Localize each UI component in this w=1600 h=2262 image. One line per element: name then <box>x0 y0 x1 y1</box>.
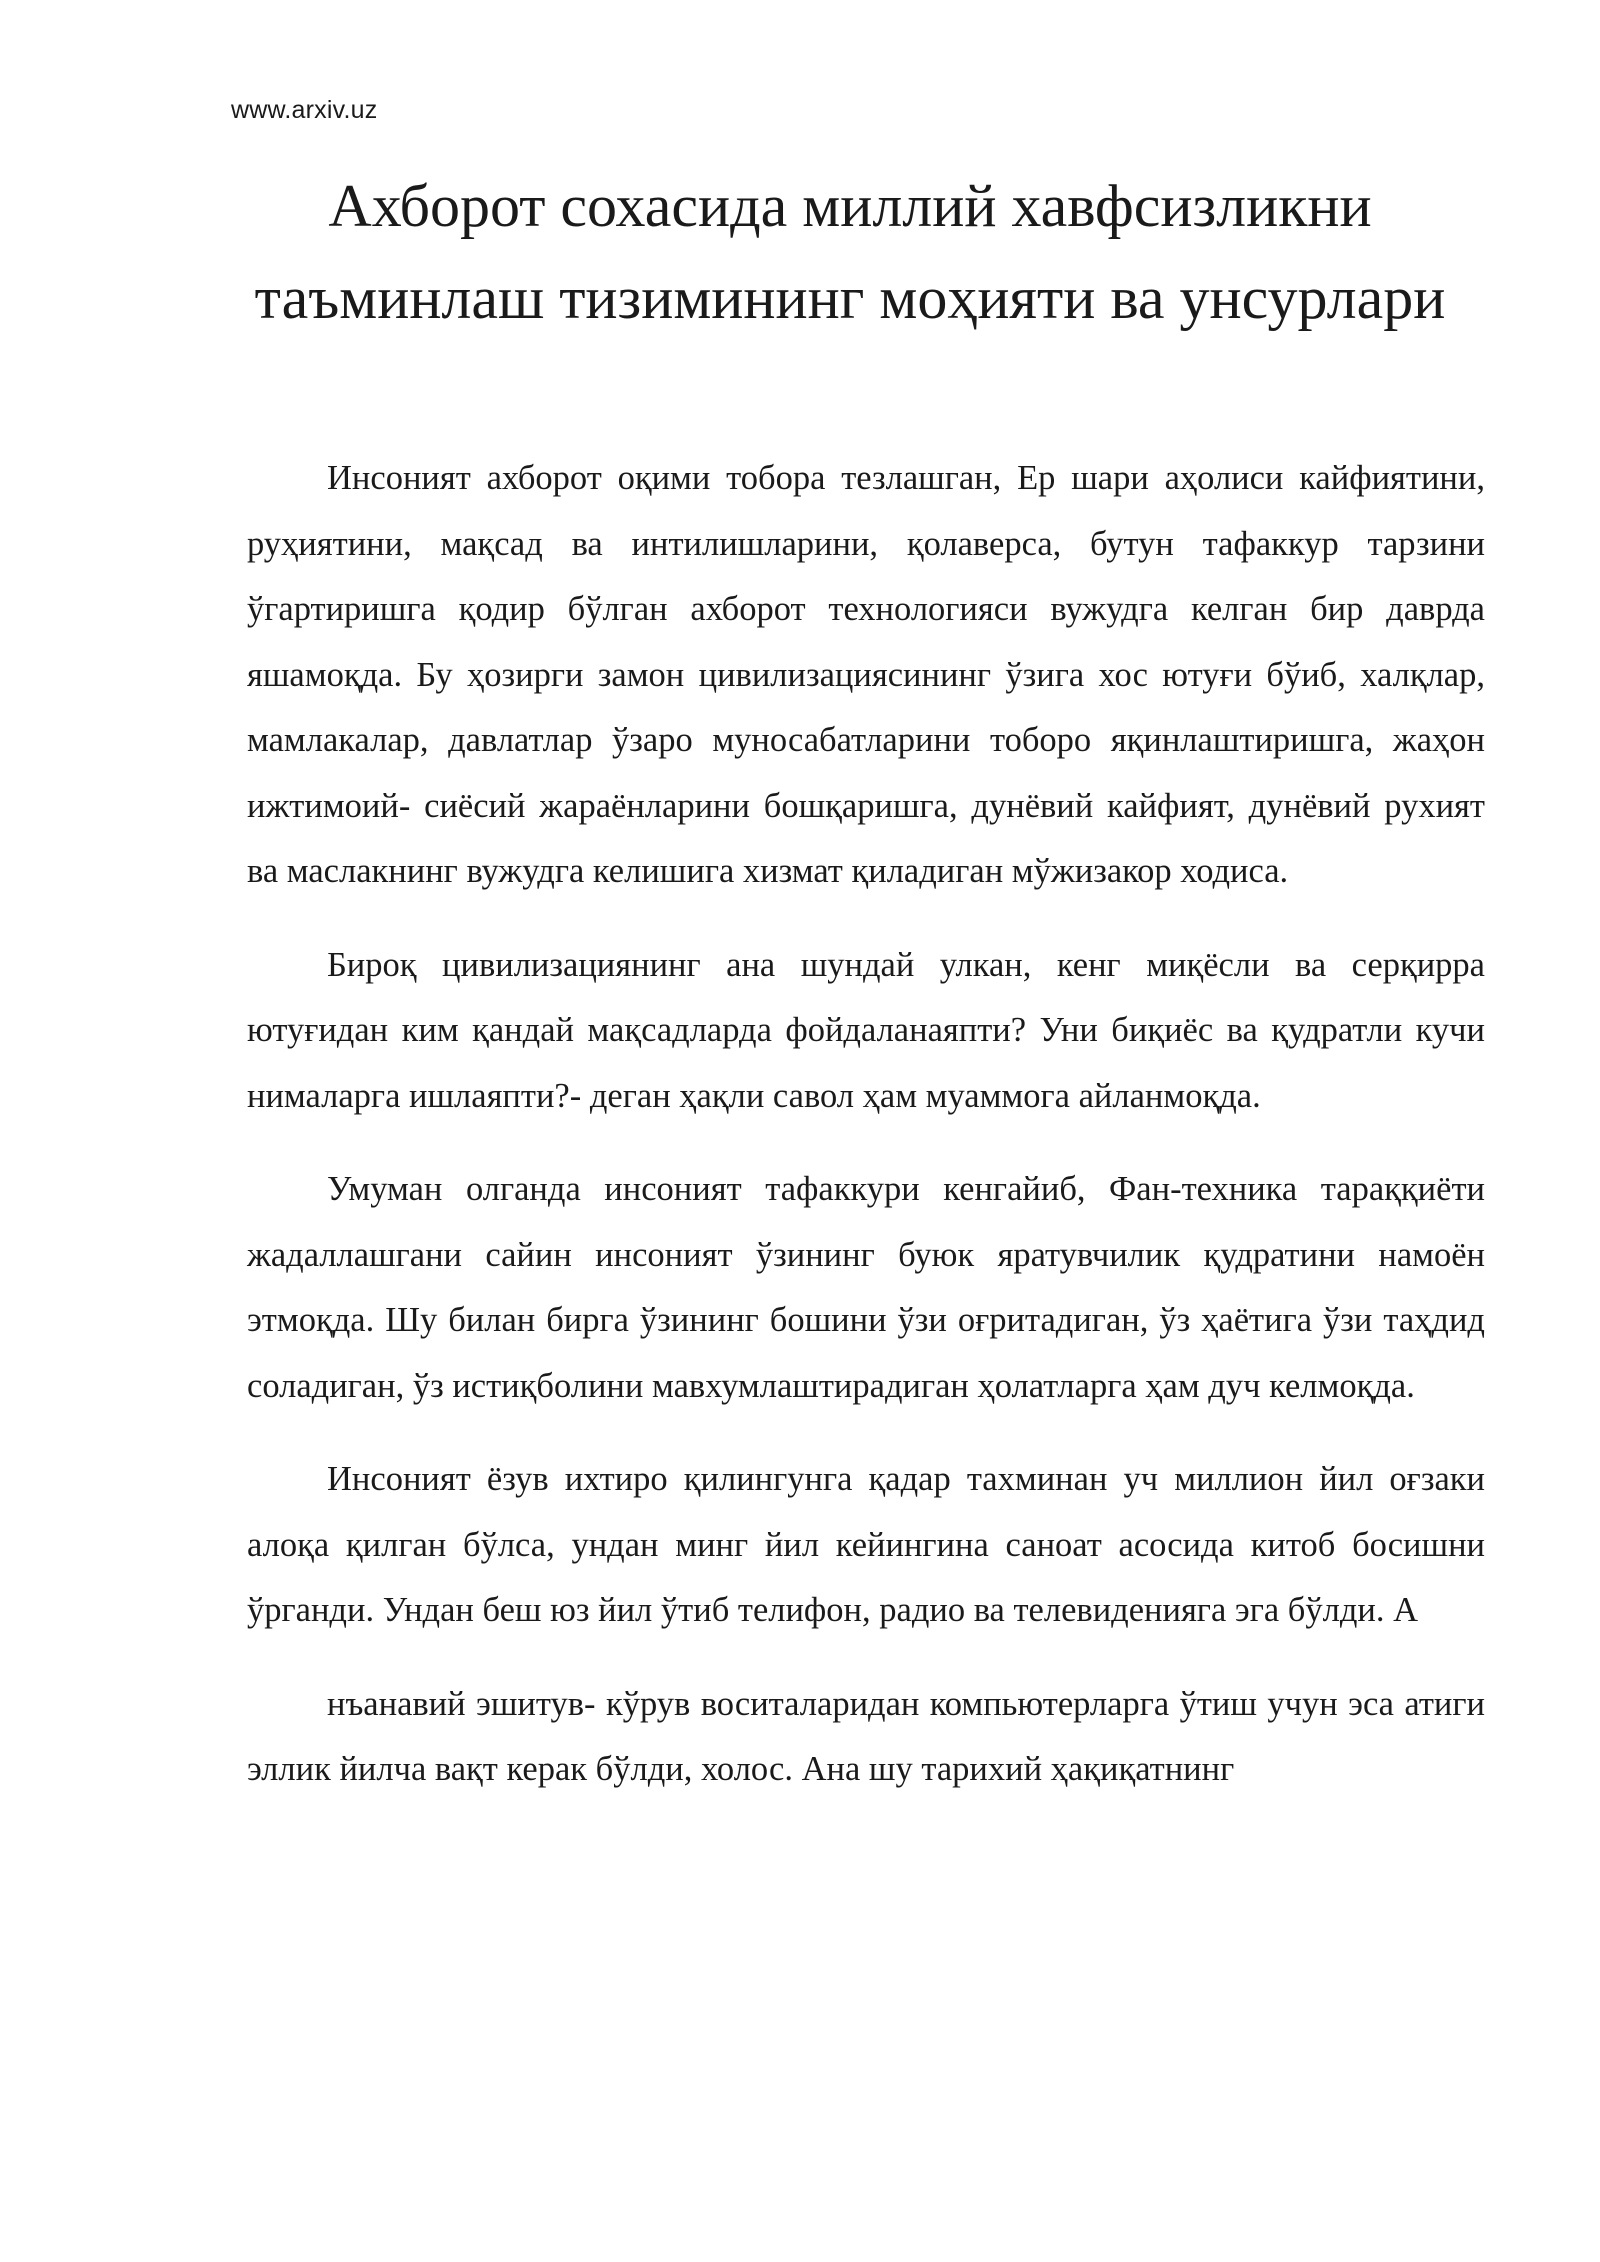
document-body <box>247 446 1485 1831</box>
site-url-header: www.arxiv.uz <box>231 96 378 124</box>
paragraph-3: Умуман олганда инсоният тафаккури кенгайиб, Фан-техника тараққиёти жадаллашгани сайин инсоният ўзининг буюк яратувчилик қудратини намоён этмоқда. Шу билан бирга ўзининг бошини ўзи оғритадиган, ўз ҳаётига ўзи таҳдид соладиган, ўз истиқболини мавхумлаштирадиган ҳолатларга ҳам дуч келмоқда. <box>247 1170 1485 1405</box>
title-line-1: Ахборот сохасида миллий хавфсизликни <box>328 173 1372 239</box>
paragraph-1: Инсоният ахборот оқими тобора тезлашган, Ер шари аҳолиси кайфиятини, руҳиятини, мақсад ва интилишларини, қолаверса, бутун тафаккур тарзини ўгартиришга қодир бўлган ахборот технологияси вужудга келган бир даврда яшамоқда. Бу ҳозирги замон цивилизациясининг ўзига хос ютуғи бўиб, халқлар, мамлакалар, давлатлар ўзаро муносабатларини тоборо яқинлаштиришга, жаҳон ижтимоий- сиёсий жараёнларини бошқаришга, дунёвий кайфият, дунёвий рухият ва маслакнинг вужудга келишига хизмат қиладиган мўжизакор ходиса. <box>247 459 1485 890</box>
paragraph-5: нъанавий эшитув- кўрув воситаларидан компьютерларга ўтиш учун эса атиги эллик йилча вақт керак бўлди, холос. Ана шу тарихий ҳақиқатнинг <box>247 1684 1485 1788</box>
title-line-2: таъминлаш тизимининг моҳияти ва унсурлари <box>254 265 1446 331</box>
paragraph-2: Бироқ цивилизациянинг ана шундай улкан, кенг миқёсли ва серқирра ютуғидан ким қандай мақсадларда фойдаланаяпти? Уни биқиёс ва қудратли кучи нималарга ишлаяпти?- деган ҳақли савол ҳам муаммога айланмоқда. <box>247 945 1485 1115</box>
paragraph-4: Инсоният ёзув ихтиро қилингунга қадар тахминан уч миллион йил оғзаки алоқа қилган бўлса, ундан минг йил кейингина саноат асосида китоб босишни ўрганди. Ундан беш юз йил ўтиб телифон, радио ва телевиденияга эга бўлди. А <box>247 1460 1485 1629</box>
document-title <box>200 160 1500 344</box>
